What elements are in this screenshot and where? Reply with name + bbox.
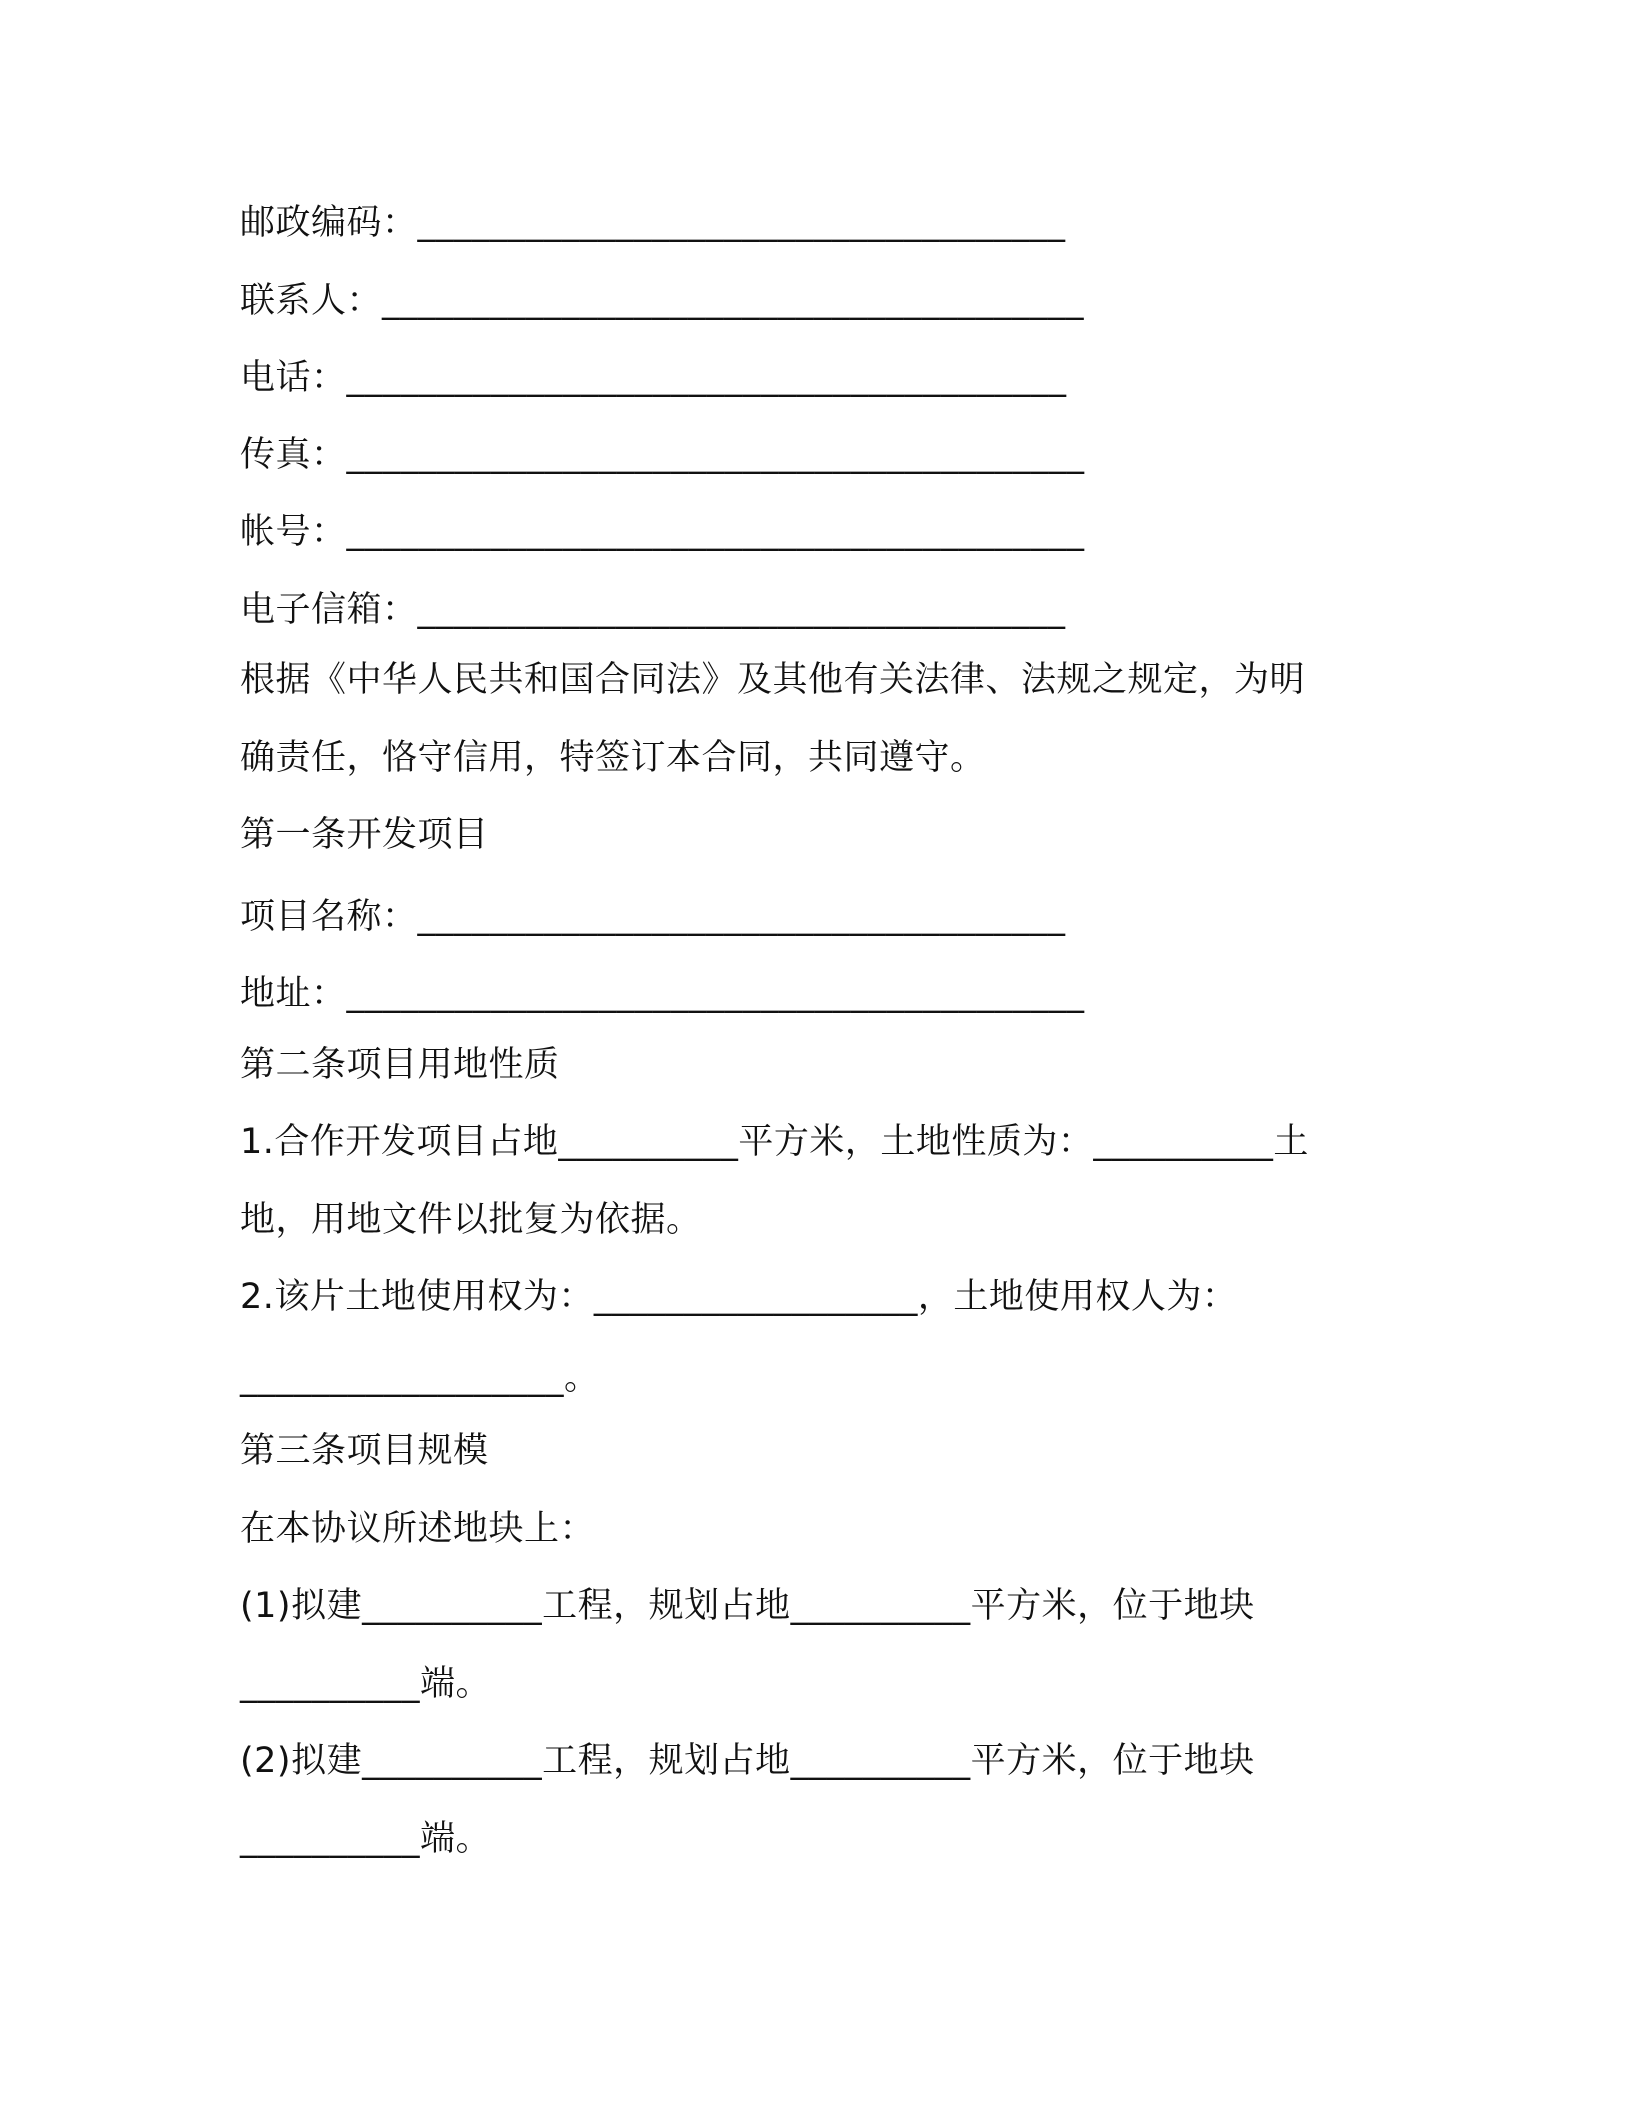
preamble-line-1: 根据《中华人民共和国合同法》及其他有关法律、法规之规定，为明	[240, 660, 1306, 700]
article-3-item-1-line-2: __________端。	[240, 1664, 492, 1704]
postal-code-field: 邮政编码：____________________________________	[240, 203, 1066, 243]
phone-field: 电话：________________________________________	[240, 358, 1067, 398]
account-field: 帐号：_________________________________________	[240, 512, 1085, 552]
article-2-clause-1-line-2: 地，用地文件以批复为依据。	[240, 1200, 702, 1240]
project-address-field: 地址：_________________________________________	[240, 974, 1085, 1014]
article-3-intro: 在本协议所述地块上：	[240, 1509, 596, 1549]
article-3-item-2-line-1: (2)拟建__________工程，规划占地__________平方米，位于地块	[240, 1741, 1255, 1781]
article-2-clause-1-line-1: 1.合作开发项目占地__________平方米，土地性质为：__________土	[240, 1122, 1309, 1162]
article-3-heading: 第三条项目规模	[240, 1431, 489, 1471]
article-2-clause-2-line-1: 2.该片土地使用权为：__________________，土地使用权人为：	[240, 1277, 1238, 1317]
article-2-clause-2-line-2: __________________。	[240, 1358, 600, 1398]
email-field: 电子信箱：____________________________________	[240, 590, 1066, 630]
article-1-heading: 第一条开发项目	[240, 815, 489, 855]
fax-field: 传真：_________________________________________	[240, 435, 1085, 475]
article-3-item-2-line-2: __________端。	[240, 1819, 492, 1859]
contact-person-field: 联系人：_______________________________________	[240, 281, 1085, 321]
project-name-field: 项目名称：____________________________________	[240, 897, 1066, 937]
article-2-heading: 第二条项目用地性质	[240, 1045, 560, 1085]
article-3-item-1-line-1: (1)拟建__________工程，规划占地__________平方米，位于地块	[240, 1586, 1255, 1626]
preamble-line-2: 确责任，恪守信用，特签订本合同，共同遵守。	[240, 738, 986, 778]
